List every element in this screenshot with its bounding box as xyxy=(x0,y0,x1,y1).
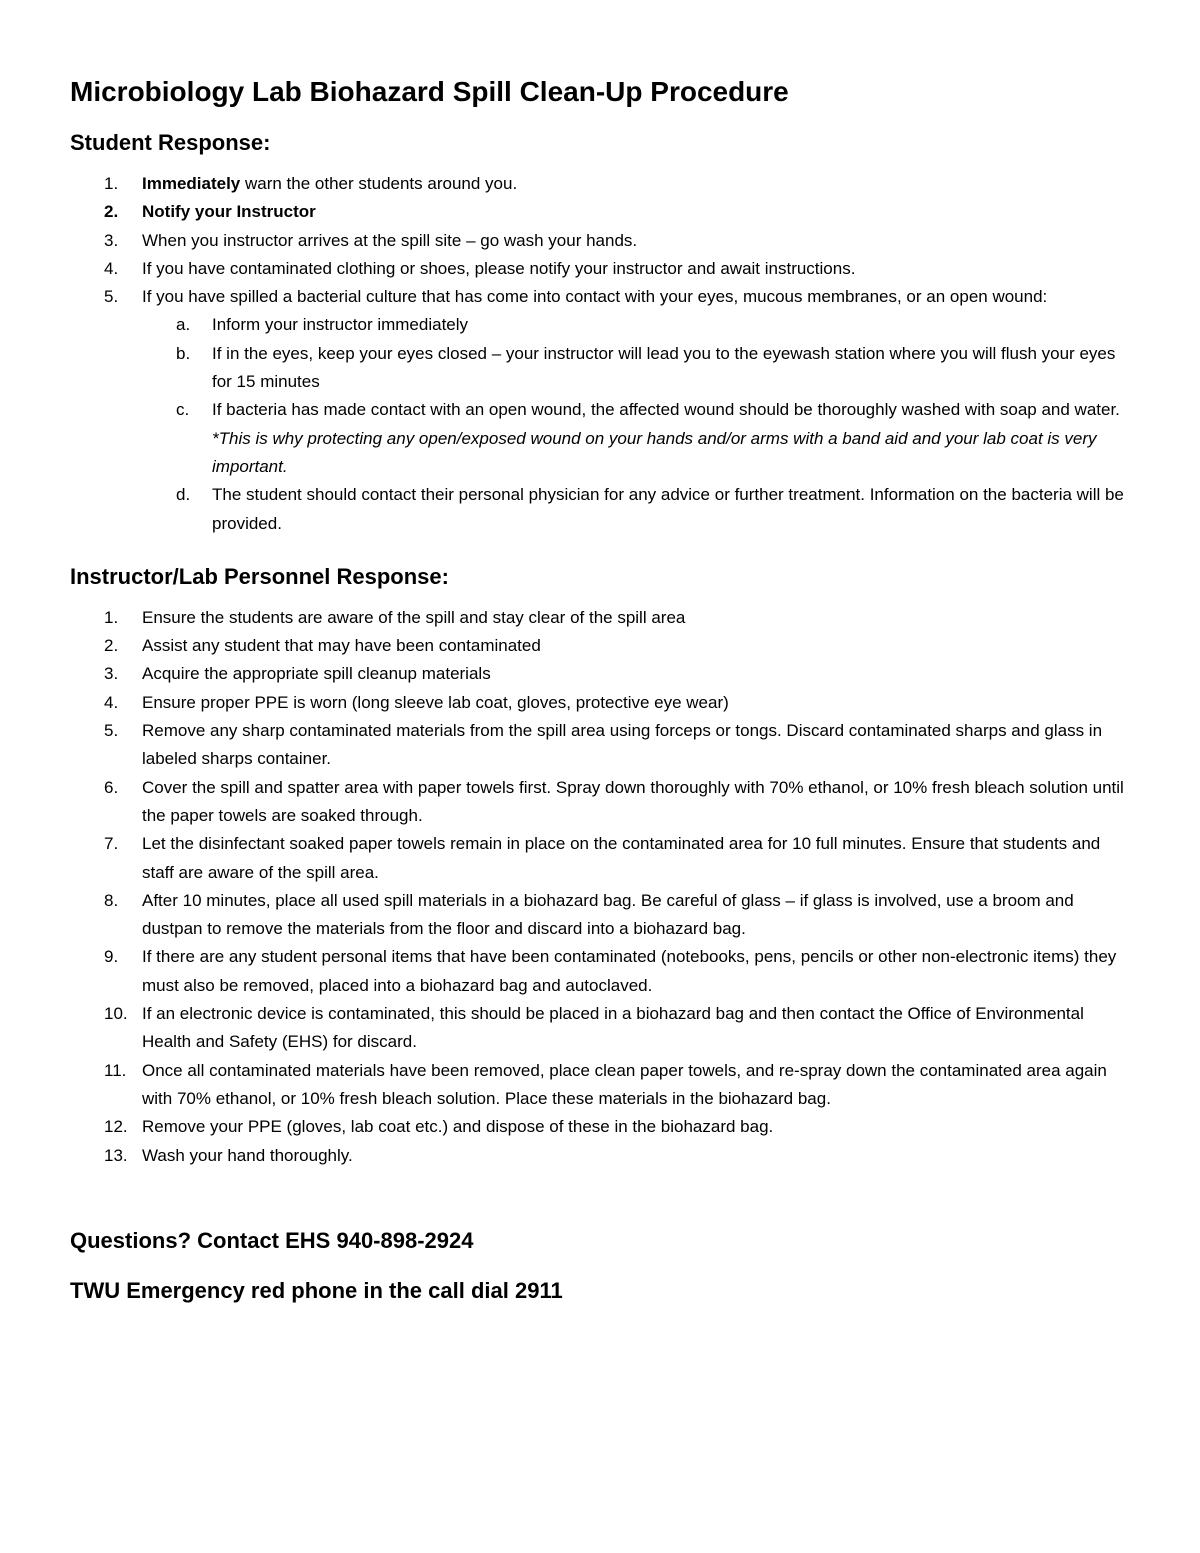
list-item xyxy=(70,632,1132,660)
list-item-text: Wash your hand thoroughly. xyxy=(142,1145,353,1165)
list-item xyxy=(70,170,1132,198)
list-item xyxy=(70,887,1132,944)
list-number: 12. xyxy=(104,1117,128,1137)
sub-list-letter: c. xyxy=(176,400,190,420)
student-response-list xyxy=(70,170,1132,538)
student-sub-list xyxy=(142,311,1132,537)
list-number: 4. xyxy=(104,692,119,712)
list-number: 3. xyxy=(104,664,119,684)
list-item-bold: Notify your Instructor xyxy=(142,202,316,222)
list-item xyxy=(70,943,1132,1000)
sub-list-item xyxy=(142,481,1132,538)
list-item-text: Ensure proper PPE is worn (long sleeve lab coat, gloves, protective eye wear) xyxy=(142,692,729,712)
list-item-text: If you have contaminated clothing or shoes, please notify your instructor and await instructions. xyxy=(142,258,856,278)
list-item xyxy=(70,198,1132,226)
contact-ehs-line: Questions? Contact EHS 940-898-2924 xyxy=(70,1227,474,1253)
list-number: 5. xyxy=(104,287,119,307)
list-item-text: If an electronic device is contaminated, this should be placed in a biohazard bag and then contact the Office of Environmental Health and Safety (EHS) for discard. xyxy=(142,1004,1084,1052)
list-item xyxy=(70,604,1132,632)
list-item xyxy=(70,1142,1132,1170)
emergency-phone-line: TWU Emergency red phone in the call dial 2911 xyxy=(70,1277,563,1303)
list-number: 3. xyxy=(104,230,119,250)
list-item-text: After 10 minutes, place all used spill materials in a biohazard bag. Be careful of glass – if glass is involved, use a broom and dustpan to remove the materials from the floor and discard into a biohazard bag. xyxy=(142,890,1074,939)
list-number: 13. xyxy=(104,1145,128,1165)
sub-list-item xyxy=(142,311,1132,339)
sub-list-letter: d. xyxy=(176,485,191,505)
list-item xyxy=(70,774,1132,831)
list-number: 6. xyxy=(104,777,119,797)
list-item-text: Assist any student that may have been contaminated xyxy=(142,636,541,656)
list-item-text: warn the other students around you. xyxy=(240,174,518,193)
list-item xyxy=(70,1113,1132,1141)
page-title: Microbiology Lab Biohazard Spill Clean-Up Procedure xyxy=(70,76,789,107)
list-number: 4. xyxy=(104,258,119,278)
list-number: 8. xyxy=(104,890,119,910)
list-number: 5. xyxy=(104,721,119,741)
list-item xyxy=(70,227,1132,255)
document-page xyxy=(70,72,1132,1318)
list-item xyxy=(70,1000,1132,1057)
sub-list-item-text: Inform your instructor immediately xyxy=(212,315,469,335)
list-item-text: Once all contaminated materials have been removed, place clean paper towels, and re-spray down the contaminated area again with 70% ethanol, or 10% fresh bleach solution. Place these materials in the biohazard bag. xyxy=(142,1060,1107,1108)
student-response-heading: Student Response: xyxy=(70,130,271,155)
sub-list-letter: b. xyxy=(176,343,191,363)
list-item-text: Acquire the appropriate spill cleanup materials xyxy=(142,664,491,684)
list-number: 10. xyxy=(104,1004,128,1024)
list-item-text: Cover the spill and spatter area with paper towels first. Spray down thoroughly with 70% ethanol, or 10% fresh bleach solution until the paper towels are soaked through. xyxy=(142,777,1124,825)
list-number: 7. xyxy=(104,834,119,854)
list-item-text: Remove your PPE (gloves, lab coat etc.) and dispose of these in the biohazard bag. xyxy=(142,1117,774,1137)
list-item-text: When you instructor arrives at the spill site – go wash your hands. xyxy=(142,230,638,250)
instructor-response-heading: Instructor/Lab Personnel Response: xyxy=(70,563,449,589)
list-item-text: If you have spilled a bacterial culture that has come into contact with your eyes, mucous membranes, or an open wound: xyxy=(142,287,1048,307)
list-item xyxy=(70,660,1132,688)
list-number: 9. xyxy=(104,947,119,967)
sub-list-item xyxy=(142,396,1132,481)
sub-list-item-text: If in the eyes, keep your eyes closed – your instructor will lead you to the eyewash station where you will flush your eyes for 15 minutes xyxy=(212,343,1116,392)
sub-list-item-note: *This is why protecting any open/exposed wound on your hands and/or arms with a band aid and your lab coat is very important. xyxy=(212,428,1097,476)
sub-list-item-text: If bacteria has made contact with an open wound, the affected wound should be thoroughly washed with soap and water. xyxy=(212,400,1120,420)
list-item xyxy=(70,255,1132,283)
sub-list-letter: a. xyxy=(176,315,191,335)
list-number: 2. xyxy=(104,202,119,222)
list-item-text: Let the disinfectant soaked paper towels remain in place on the contaminated area for 10 full minutes. Ensure that students and staff are aware of the spill area. xyxy=(142,834,1101,882)
instructor-response-list xyxy=(70,604,1132,1170)
list-item xyxy=(70,717,1132,774)
list-item xyxy=(70,1057,1132,1114)
list-number: 1. xyxy=(104,607,119,627)
list-item-text: If there are any student personal items that have been contaminated (notebooks, pens, pencils or other non-electronic items) they must also be removed, placed into a biohazard bag and autoclaved. xyxy=(142,947,1117,995)
list-item-bold: Immediately xyxy=(142,174,241,193)
sub-list-item xyxy=(142,340,1132,397)
list-item xyxy=(70,689,1132,717)
list-number: 11. xyxy=(104,1060,127,1080)
list-item-text: Ensure the students are aware of the spill and stay clear of the spill area xyxy=(142,607,686,627)
list-number: 2. xyxy=(104,636,119,656)
list-item xyxy=(70,830,1132,887)
sub-list-item-text: The student should contact their personal physician for any advice or further treatment. Information on the bacteria will be provided. xyxy=(212,485,1124,533)
list-item-text: Remove any sharp contaminated materials from the spill area using forceps or tongs. Discard contaminated sharps and glass in labeled sharps container. xyxy=(142,721,1103,769)
list-item xyxy=(70,283,1132,538)
list-number: 1. xyxy=(104,174,119,193)
